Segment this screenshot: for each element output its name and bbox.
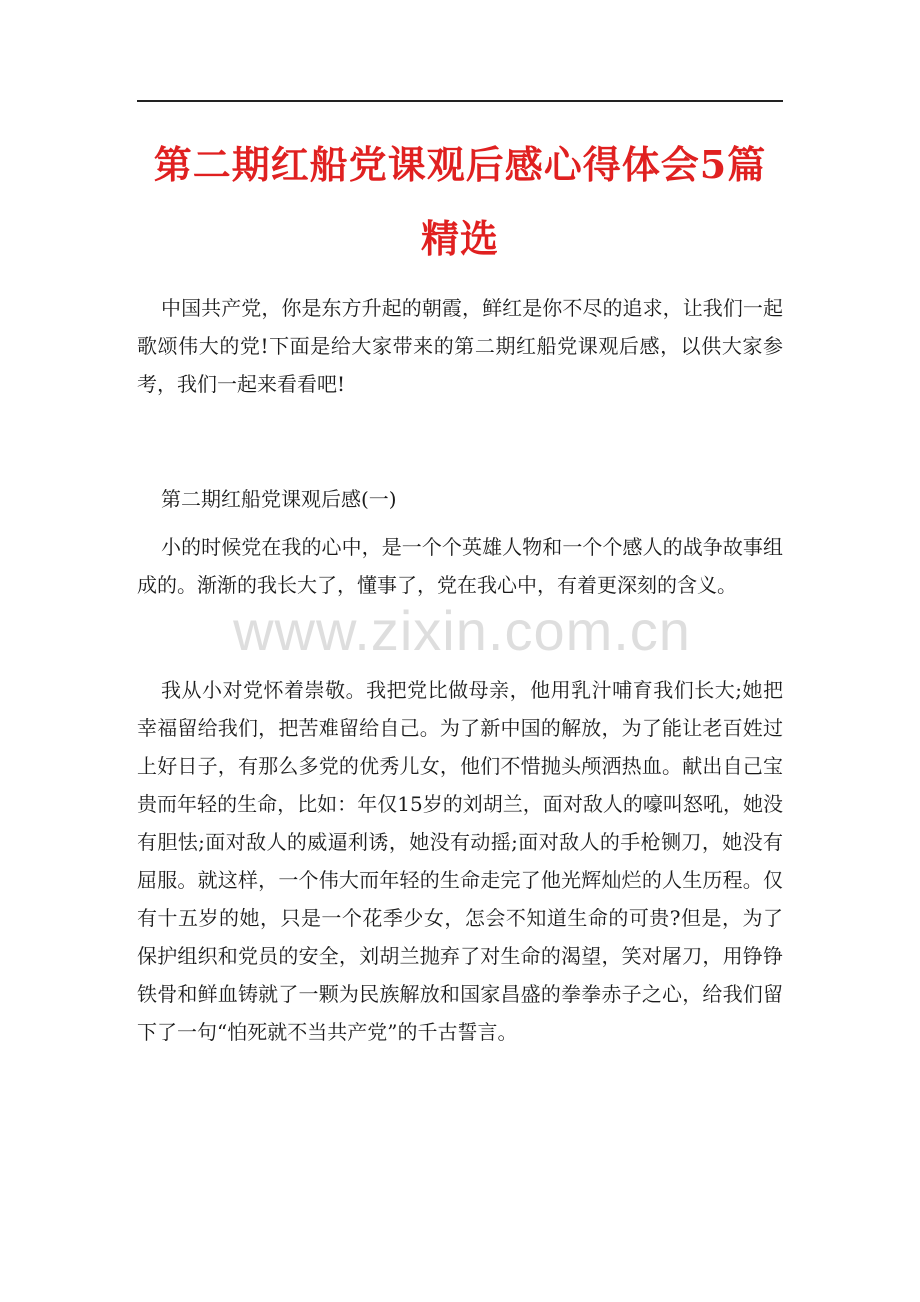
header-rule xyxy=(137,100,783,102)
body-paragraph: 我从小对党怀着崇敬。我把党比做母亲，他用乳汁哺育我们长大;她把幸福留给我们，把苦难留给自己。为了新中国的解放，为了能让老百姓过上好日子，有那么多党的优秀儿女，他们不惜抛头颅洒热血。献出自己宝贵而年轻的生命，比如：年仅15岁的刘胡兰，面对敌人的嚎叫怒吼，她没有胆怯;面对敌人的威逼利诱，她没有动摇;面对敌人的手枪铡刀，她没有屈服。就这样，一个伟大而年轻的生命走完了他光辉灿烂的人生历程。仅有十五岁的她，只是一个花季少女，怎会不知道生命的可贵?但是，为了保护组织和党员的安全，刘胡兰抛弃了对生命的渴望，笑对屠刀，用铮铮铁骨和鲜血铸就了一颗为民族解放和国家昌盛的拳拳赤子之心，给我们留下了一句“怕死就不当共产党”的千古誓言。 xyxy=(137,678,783,1044)
watermark: www.zixin.com.cn xyxy=(233,599,691,662)
intro-paragraph: 中国共产党，你是东方升起的朝霞，鲜红是你不尽的追求，让我们一起歌颂伟大的党!下面是给大家带来的第二期红船党课观后感，以供大家参考，我们一起来看看吧! xyxy=(137,296,783,396)
document-title: 第二期红船党课观后感心得体会5篇精选 xyxy=(153,142,767,261)
section-heading: 第二期红船党课观后感(一) xyxy=(161,487,397,511)
body-paragraph: 小的时候党在我的心中，是一个个英雄人物和一个个感人的战争故事组成的。渐渐的我长大了，懂事了，党在我心中，有着更深刻的含义。 xyxy=(137,535,783,597)
